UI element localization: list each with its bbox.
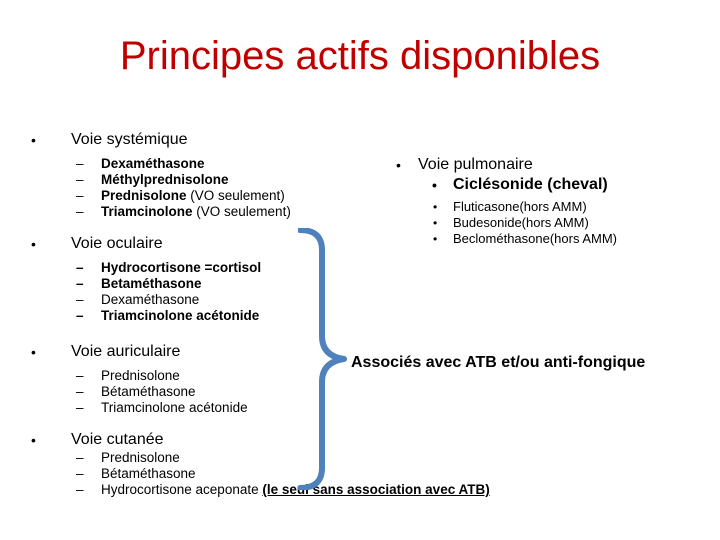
list-item: – Betaméthasone: [76, 276, 202, 291]
slide-title: Principes actifs disponibles: [119, 34, 601, 78]
section-label: Voie auriculaire: [71, 343, 181, 360]
section-voie-auriculaire: [31, 342, 248, 416]
section-label: Voie cutanée: [71, 431, 164, 448]
bullet: •: [31, 236, 36, 252]
list-item: – Hydrocortisone =cortisol: [76, 260, 262, 275]
list-item: – Prednisolone (VO seulement): [76, 188, 285, 203]
section-label: Voie oculaire: [71, 235, 163, 252]
list-item: – Méthylprednisolone: [76, 172, 229, 187]
bullet: •: [31, 132, 36, 148]
curly-brace-icon: [298, 228, 350, 490]
section-voie-oculaire: [31, 234, 262, 324]
section-voie-pulmonaire: [396, 155, 617, 247]
list-item: – Dexaméthasone: [76, 292, 200, 307]
list-item: • Beclométhasone(hors AMM): [433, 231, 618, 246]
list-item: • Budesonide(hors AMM): [433, 215, 589, 230]
section-label: Voie pulmonaire: [418, 156, 533, 173]
section-voie-systemique: [31, 130, 291, 220]
bullet: •: [31, 344, 36, 360]
list-item: – Triamcinolone (VO seulement): [76, 204, 291, 219]
associes-label: Associés avec ATB et/ou anti-fongique: [351, 354, 646, 371]
list-item: – Triamcinolone acétonide: [76, 400, 248, 415]
section-voie-cutanee: [31, 430, 490, 498]
list-item: – Bétaméthasone: [76, 466, 196, 481]
list-item: – Prednisolone: [76, 368, 180, 383]
list-item: – Triamcinolone acétonide: [76, 308, 260, 323]
list-item: • Ciclésonide (cheval): [432, 176, 608, 193]
list-item: – Bétaméthasone: [76, 384, 196, 399]
list-item: – Hydrocortisone aceponate (le seul sans association avec ATB): [76, 482, 490, 497]
list-item: • Fluticasone(hors AMM): [433, 199, 587, 214]
association-note: (le seul sans association avec ATB): [262, 482, 490, 497]
bullet: •: [396, 157, 401, 173]
bullet: •: [31, 432, 36, 448]
list-item: – Dexaméthasone: [76, 156, 205, 171]
section-label: Voie systémique: [71, 131, 188, 148]
list-item: – Prednisolone: [76, 450, 180, 465]
